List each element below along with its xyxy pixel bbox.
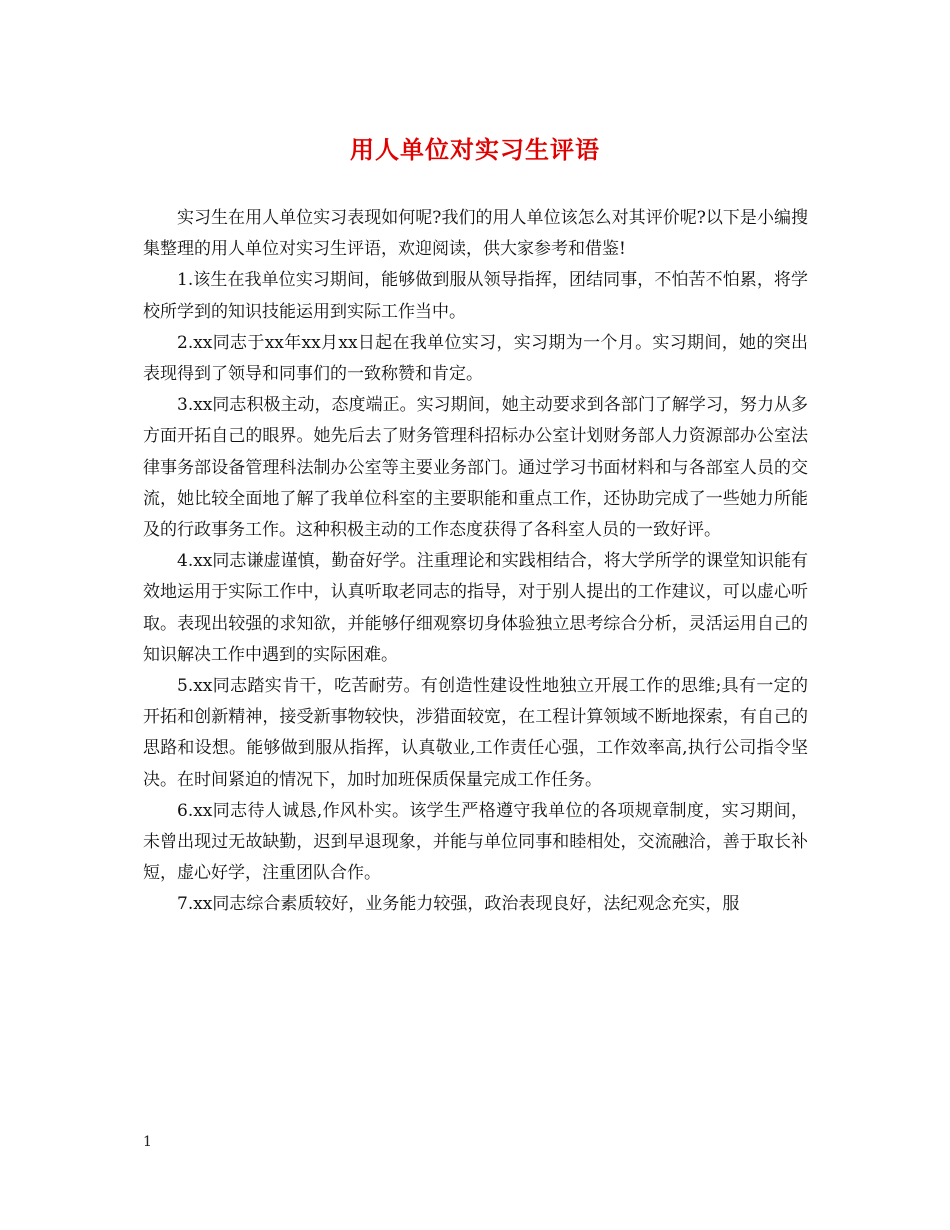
comment-paragraph-6: 6.xx同志待人诚恳,作风朴实。该学生严格遵守我单位的各项规章制度，实习期间，未曾出现过无故缺勤，迟到早退现象，并能与单位同事和睦相处，交流融洽，善于取长补短，虚心好学，注重团队合作。 (143, 800, 808, 884)
document-title: 用人单位对实习生评语 (350, 136, 600, 164)
comment-paragraph-4: 4.xx同志谦虚谨慎，勤奋好学。注重理论和实践相结合，将大学所学的课堂知识能有效地运用于实际工作中，认真听取老同志的指导，对于别人提出的工作建议，可以虚心听取。表现出较强的求知欲，并能够仔细观察切身体验独立思考综合分析，灵活运用自己的知识解决工作中遇到的实际困难。 (143, 551, 808, 665)
comment-paragraph-2: 2.xx同志于xx年xx月xx日起在我单位实习，实习期为一个月。实习期间，她的突出表现得到了领导和同事们的一致称赞和肯定。 (143, 332, 808, 385)
document-body (143, 203, 808, 921)
comment-paragraph-3: 3.xx同志积极主动，态度端正。实习期间，她主动要求到各部门了解学习，努力从多方面开拓自己的眼界。她先后去了财务管理科招标办公室计划财务部人力资源部办公室法律事务部设备管理科法制办公室等主要业务部门。通过学习书面材料和与各部室人员的交流，她比较全面地了解了我单位科室的主要职能和重点工作，还协助完成了一些她力所能及的行政事务工作。这种积极主动的工作态度获得了各科室人员的一致好评。 (143, 395, 808, 541)
comment-paragraph-1: 1.该生在我单位实习期间，能够做到服从领导指挥，团结同事，不怕苦不怕累，将学校所学到的知识技能运用到实际工作当中。 (143, 270, 808, 322)
comment-paragraph-7: 7.xx同志综合素质较好，业务能力较强，政治表现良好，法纪观念充实，服 (177, 894, 740, 915)
comment-paragraph-5: 5.xx同志踏实肯干，吃苦耐劳。有创造性建设性地独立开展工作的思维;具有一定的开拓和创新精神，接受新事物较快，涉猎面较宽，在工程计算领域不断地探索，有自己的思路和设想。能够做到服从指挥，认真敬业,工作责任心强，工作效率高,执行公司指令坚决。在时间紧迫的情况下，加时加班保质保量完成工作任务。 (143, 676, 808, 790)
intro-paragraph: 实习生在用人单位实习表现如何呢?我们的用人单位该怎么对其评价呢?以下是小编搜集整理的用人单位对实习生评语，欢迎阅读，供大家参考和借鉴! (143, 208, 808, 260)
page-number: 1 (143, 1134, 152, 1150)
